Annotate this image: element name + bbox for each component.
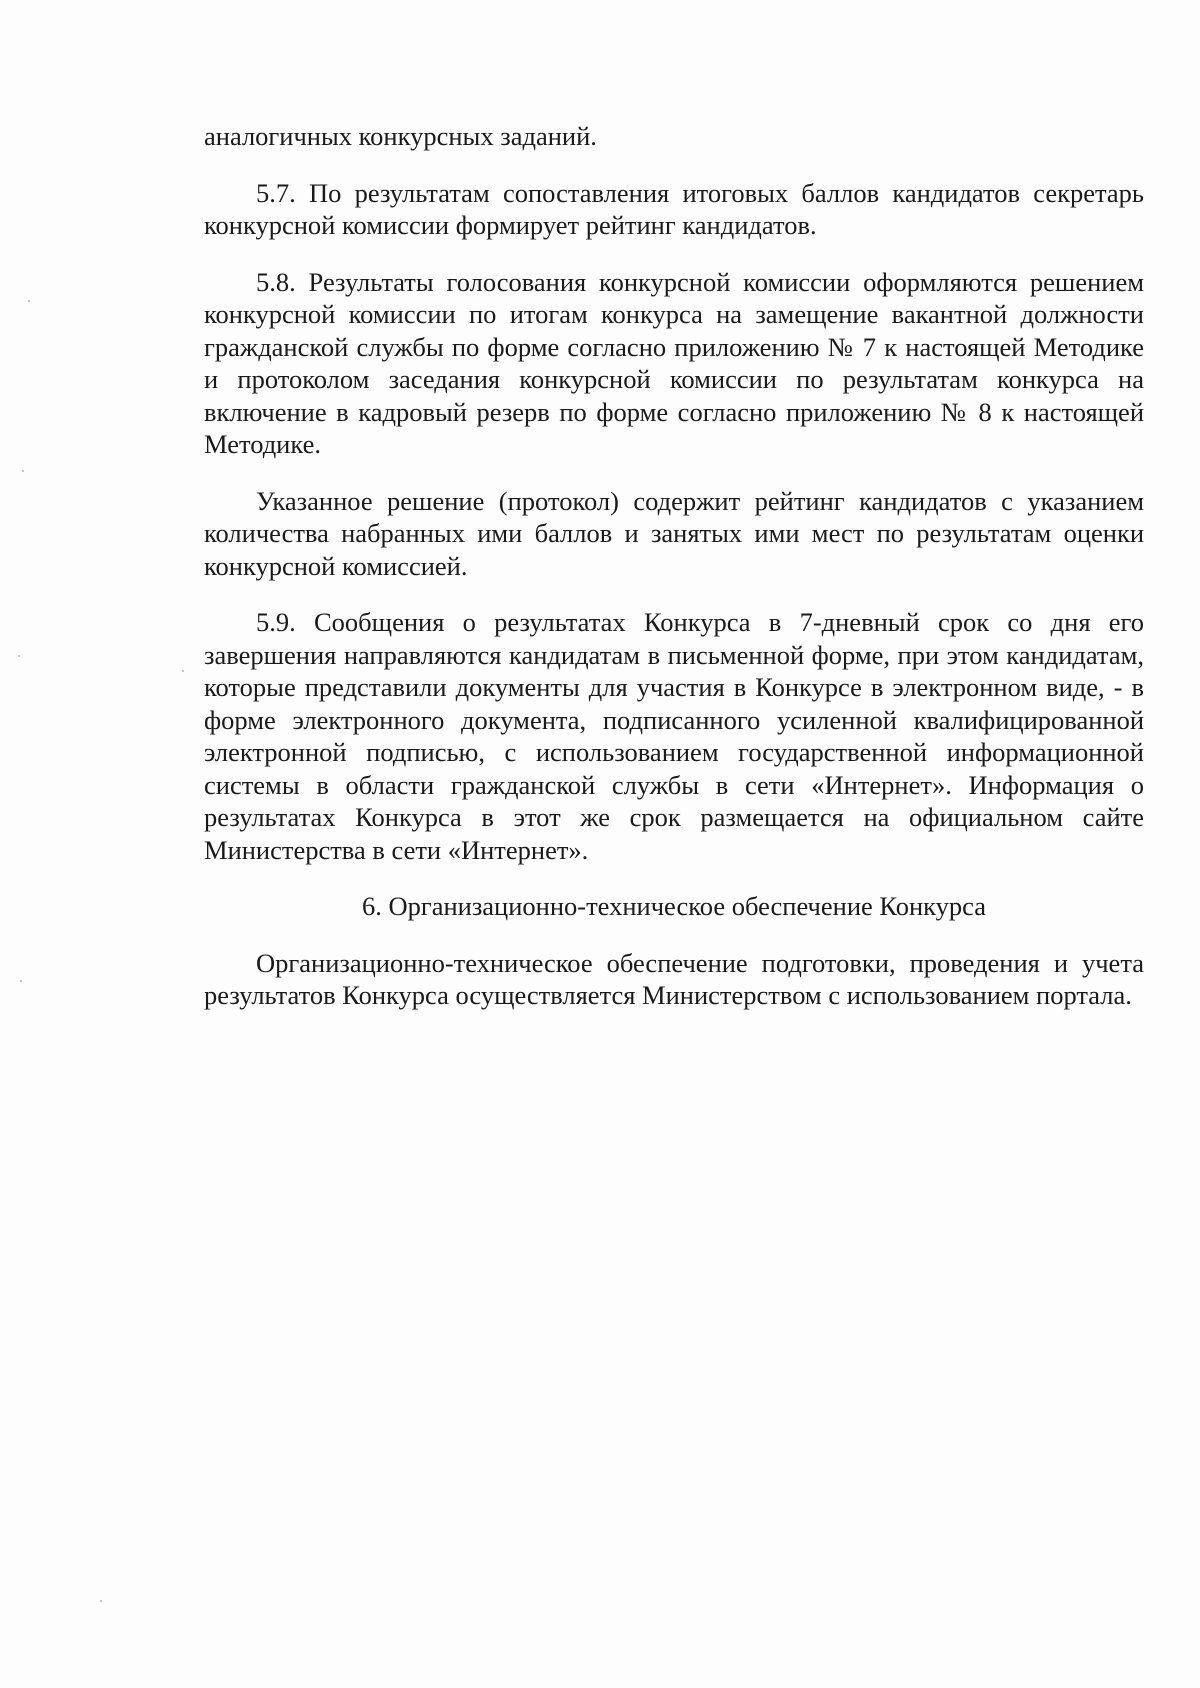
paragraph-decision-rating: Указанное решение (протокол) содержит рейтинг кандидатов с указанием количества набранных ими баллов и занятых ими мест по результатам оценки конкурсной комиссией.: [204, 485, 1144, 581]
scan-speck: [20, 980, 22, 982]
scan-speck: [182, 670, 184, 672]
scan-speck: [100, 1600, 102, 1602]
document-body: [204, 120, 1144, 1036]
scan-speck: [28, 300, 30, 302]
paragraph-5-8: 5.8. Результаты голосования конкурсной комиссии оформляются решением конкурсной комиссии по итогам конкурса на замещение вакантной должности гражданской службы по форме согласно приложению № 7 к настоящей Методике и протоколом заседания конкурсной комиссии по результатам конкурса на включение в кадровый резерв по форме согласно приложению № 8 к настоящей Методике.: [204, 266, 1144, 459]
paragraph-section-6: Организационно-техническое обеспечение подготовки, проведения и учета результатов Конкурса осуществляется Министерством с использованием портала.: [204, 947, 1144, 1010]
scan-speck: [22, 470, 24, 472]
paragraph-5-9: 5.9. Сообщения о результатах Конкурса в 7-дневный срок со дня его завершения направляются кандидатам в письменной форме, при этом кандидатам, которые представили документы для участия в Конкурсе в электронном виде, - в форме электронного документа, подписанного усиленной квалифицированной электронной подписью, с использованием государственной информационной системы в области гражданской службы в сети «Интернет». Информация о результатах Конкурса в этот же срок размещается на официальном сайте Министерства в сети «Интернет».: [204, 607, 1144, 865]
section-heading-6: 6. Организационно-техническое обеспечение Конкурса: [361, 891, 987, 921]
scan-speck: [18, 655, 20, 657]
paragraph-5-7: 5.7. По результатам сопоставления итоговых баллов кандидатов секретарь конкурсной комиссии формирует рейтинг кандидатов.: [204, 177, 1144, 240]
paragraph-continuation: аналогичных конкурсных заданий.: [204, 121, 597, 151]
